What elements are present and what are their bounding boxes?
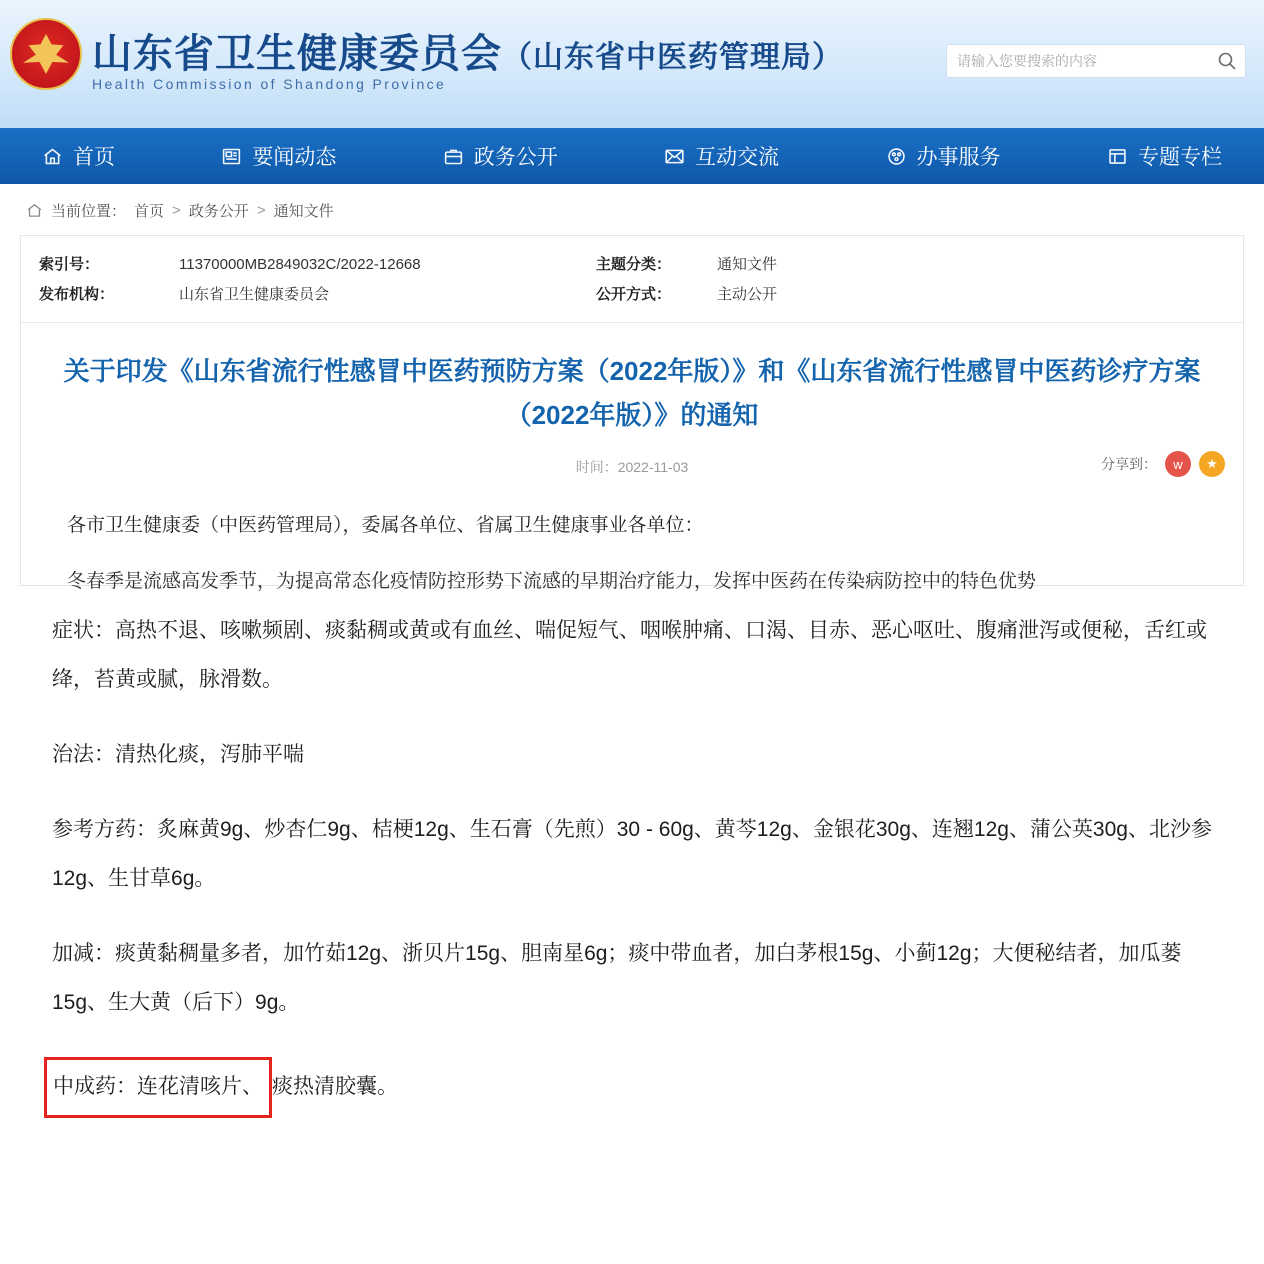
share-label: 分享到： xyxy=(1101,456,1157,472)
content-adjustment: 加减：痰黄黏稠量多者，加竹茹12g、浙贝片15g、胆南星6g；痰中带血者，加白茅根15g、小蓟12g；大便秘结者，加瓜蒌15g、生大黄（后下）9g。 xyxy=(52,942,1182,1014)
mail-icon xyxy=(664,146,685,167)
nav-item-government-affairs[interactable] xyxy=(443,141,558,171)
article-content-lower xyxy=(0,592,1264,1184)
share-group xyxy=(1101,451,1225,477)
meta-row-index xyxy=(21,250,1243,280)
content-treatment: 治法：清热化痰，泻肺平喘 xyxy=(52,743,304,766)
site-header xyxy=(0,0,1264,128)
breadcrumb-item-home[interactable]: 首页 xyxy=(134,203,165,220)
nav-label: 政务公开 xyxy=(473,146,558,169)
site-title-main: 山东省卫生健康委员会 xyxy=(92,32,502,76)
briefcase-icon xyxy=(443,146,464,167)
meta-value-open-method: 主动公开 xyxy=(717,286,778,303)
news-icon xyxy=(221,146,242,167)
search-box[interactable] xyxy=(946,44,1246,78)
column-icon xyxy=(1107,146,1128,167)
site-title-en: Health Commission of Shandong Province xyxy=(92,76,447,92)
service-icon xyxy=(886,146,907,167)
meta-row-organization xyxy=(21,280,1243,310)
breadcrumb-item-notice-files[interactable]: 通知文件 xyxy=(273,203,334,220)
meta-value-category: 通知文件 xyxy=(717,256,778,273)
meta-label-open-method: 公开方式： xyxy=(595,286,671,303)
article-paragraph-2: 冬春季是流感高发季节，为提高常态化疫情防控形势下流感的早期治疗能力，发挥中医药在传染病防控中的特色优势 xyxy=(67,571,1037,592)
nav-item-services[interactable] xyxy=(886,141,1001,171)
favorite-icon[interactable]: ★ xyxy=(1199,451,1225,477)
article-body-top xyxy=(21,493,1243,592)
nav-item-news[interactable] xyxy=(221,141,336,171)
content-formula: 参考方药：炙麻黄9g、炒杏仁9g、桔梗12g、生石膏（先煎）30 - 60g、黄芩12g、金银花30g、连翘12g、蒲公英30g、北沙参12g、生甘草6g。 xyxy=(52,818,1212,890)
nav-item-home[interactable] xyxy=(42,141,115,171)
nav-label: 专题专栏 xyxy=(1137,146,1222,169)
breadcrumb-separator: > xyxy=(256,202,266,219)
nav-label: 办事服务 xyxy=(916,146,1001,169)
article-meta-table xyxy=(21,236,1243,323)
content-symptoms: 症状：高热不退、咳嗽频剧、痰黏稠或黄或有血丝、喘促短气、咽喉肿痛、口渴、目赤、恶心呕吐、腹痛泄泻或便秘，舌红或绛，苔黄或腻，脉滑数。 xyxy=(52,619,1207,691)
national-emblem-icon xyxy=(10,18,82,90)
home-icon xyxy=(42,146,63,167)
meta-label-category: 主题分类： xyxy=(595,256,671,273)
site-title-sub: （山东省中医药管理局） xyxy=(502,41,843,74)
breadcrumb-item-government-affairs[interactable]: 政务公开 xyxy=(188,203,249,220)
nav-item-columns[interactable] xyxy=(1107,141,1222,171)
meta-value-index: 11370000MB2849032C/2022-12668 xyxy=(179,256,421,273)
article-subheader xyxy=(21,445,1243,493)
breadcrumb-separator: > xyxy=(172,202,181,219)
house-icon xyxy=(26,202,43,219)
publish-time: 时间：2022-11-03 xyxy=(575,459,689,475)
meta-label-organization: 发布机构： xyxy=(39,286,115,303)
nav-label: 互动交流 xyxy=(695,146,780,169)
nav-label: 首页 xyxy=(73,146,115,169)
nav-item-interaction[interactable] xyxy=(664,141,779,171)
article-container xyxy=(20,235,1244,592)
breadcrumb-prefix: 当前位置： xyxy=(51,203,127,220)
site-title-cn xyxy=(92,22,843,79)
search-input[interactable] xyxy=(947,53,1209,69)
article-paragraph-1: 各市卫生健康委（中医药管理局），委属各单位、省属卫生健康事业各单位： xyxy=(67,515,704,536)
nav-label: 要闻动态 xyxy=(252,146,337,169)
content-patent-medicine-rest: 痰热清胶囊。 xyxy=(272,1075,398,1098)
emblem-star-shape xyxy=(23,34,69,74)
breadcrumb xyxy=(0,184,1264,235)
main-nav xyxy=(0,128,1264,184)
page-title: 关于印发《山东省流行性感冒中医药预防方案（2022年版）》和《山东省流行性感冒中医药诊疗方案（2022年版）》的通知 xyxy=(63,356,1201,430)
weibo-icon[interactable]: w xyxy=(1165,451,1191,477)
search-icon[interactable] xyxy=(1209,45,1245,77)
meta-label-index: 索引号： xyxy=(39,256,100,273)
highlighted-medicine-annotation: 中成药：连花清咳片、 xyxy=(44,1057,272,1118)
content-patent-medicine xyxy=(52,1057,1224,1118)
meta-value-organization: 山东省卫生健康委员会 xyxy=(179,286,330,303)
